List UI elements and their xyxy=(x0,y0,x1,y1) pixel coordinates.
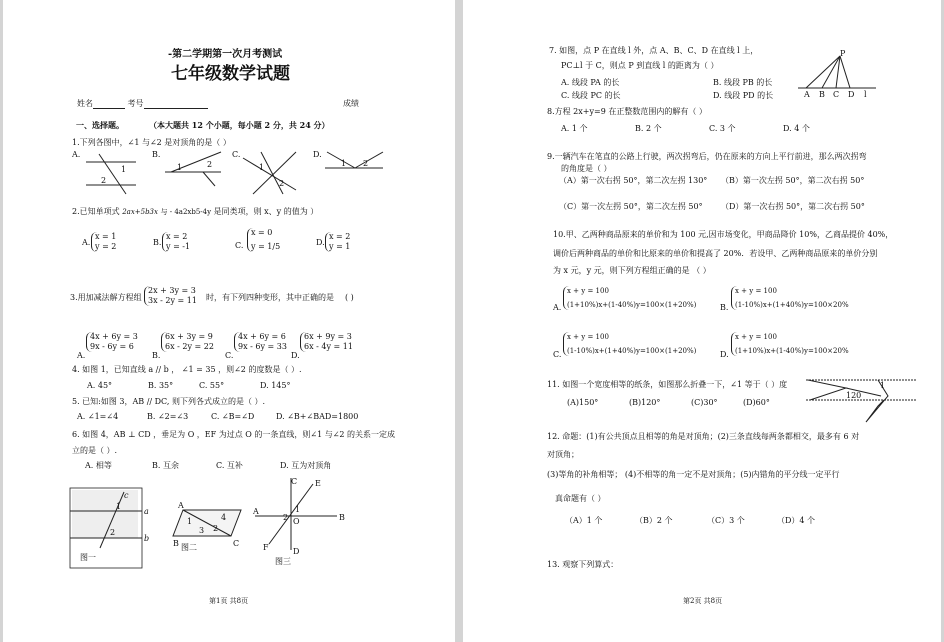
q4-option-c: C. 55° xyxy=(199,381,225,390)
q7-figure xyxy=(798,49,878,99)
question-11: 11. 如图一个宽度相等的纸条，如图那么折叠一下，∠1 等于（ ）度 xyxy=(547,380,788,389)
svg-text:2: 2 xyxy=(363,159,369,168)
svg-text:b: b xyxy=(144,534,150,543)
q10-d-line2: (1+10%)x+(1-40%)y=100×20% xyxy=(735,347,849,355)
q3-option-d xyxy=(300,332,353,352)
q2-monomial-1: 2ax+5b3x xyxy=(122,208,158,216)
q10-option-a xyxy=(563,286,696,310)
svg-text:C: C xyxy=(291,477,298,486)
q10-d-line1: x + y = 100 xyxy=(735,333,777,341)
q2-text-a: 2.已知单项式 xyxy=(72,207,120,216)
q7-line-l: l xyxy=(864,90,867,99)
question-9-b: 的角度是（ ） xyxy=(561,164,612,173)
question-2 xyxy=(72,207,318,217)
q9-option-c: （C）第一次左拐 50°，第二次左拐 50° xyxy=(559,202,703,211)
question-3-a: 3.用加减法解方程组 xyxy=(70,293,142,302)
q11-angle-1: 1 xyxy=(880,381,886,390)
figure-3-caption: 图三 xyxy=(275,557,291,566)
question-9: 9.一辆汽车在笔直的公路上行驶，两次拐弯后，仍在原来的方向上平行前进，那么两次拐弯 xyxy=(547,152,867,161)
svg-text:2: 2 xyxy=(101,176,107,185)
question-10-b: 调价后两种商品的单价和比原来的单价和提高了 20%．若设甲、乙两种商品原来的单价分别 xyxy=(553,249,878,258)
q4-option-a: A. 45° xyxy=(87,381,113,390)
svg-text:a: a xyxy=(144,507,149,516)
q7-point-d: D xyxy=(848,90,855,99)
q1-figure-b xyxy=(163,150,223,190)
q2-label-a: A. xyxy=(82,238,91,247)
svg-text:D: D xyxy=(293,547,300,556)
q9-option-d: （D）第一次右拐 50°，第二次右拐 50° xyxy=(721,202,865,211)
q3-c-line1: 4x + 6y = 6 xyxy=(238,332,286,341)
q11-angle-120: 120 xyxy=(846,391,862,400)
q9-option-b: （B）第一次左拐 50°，第二次右拐 50° xyxy=(721,176,865,185)
svg-text:1: 1 xyxy=(295,505,301,514)
section-heading: 一、选择题。 xyxy=(76,120,124,130)
svg-text:C: C xyxy=(233,539,240,548)
question-12: 12. 命题：(1)有公共顶点且相等的角是对顶角；(2)三条直线每两条都相交，最多有 6 对 xyxy=(547,432,860,441)
exam-no-label: 考号 xyxy=(127,99,144,108)
question-6: 6. 如图 4，AB ⊥ CD ，垂足为 O ，EF 为过点 O 的一条直线，则∠1 与∠2 的关系一定成 xyxy=(72,430,396,439)
q7-option-d: D. 线段 PD 的长 xyxy=(713,91,774,100)
svg-text:E: E xyxy=(315,479,321,488)
q11-option-c: (C)30° xyxy=(691,398,718,407)
question-6-b: 立的是（ ）. xyxy=(72,446,118,455)
page-2-footer: 第2页 共8页 xyxy=(683,597,723,605)
q12-option-b: （B）2 个 xyxy=(635,516,673,525)
q3-system-line2: 3x - 2y = 11 xyxy=(148,296,197,305)
svg-text:1: 1 xyxy=(116,502,122,511)
figure-3 xyxy=(255,478,345,568)
q3-b-line2: 6x - 2y = 22 xyxy=(165,342,214,351)
section-note: （本大题共 12 个小题，每小题 2 分，共 24 分） xyxy=(149,120,330,130)
q4-option-d: D. 145° xyxy=(260,381,291,390)
q3-label-a: A. xyxy=(77,351,86,360)
q3-option-b xyxy=(161,332,214,352)
svg-text:1: 1 xyxy=(177,163,183,172)
figure-1 xyxy=(70,488,152,568)
figure-2 xyxy=(173,500,253,555)
q3-system-line1: 2x + 3y = 3 xyxy=(148,286,196,295)
q2-b-line2: y = -1 xyxy=(166,242,191,251)
q10-option-b xyxy=(731,286,849,310)
question-13: 13. 观察下列算式： xyxy=(547,560,619,569)
q3-label-b: B. xyxy=(152,351,161,360)
q3-d-line2: 6x - 4y = 11 xyxy=(304,342,353,351)
question-4: 4. 如图 1，已知直线 a // b ， ∠1 = 35 ，则∠2 的度数是（ ）. xyxy=(72,365,302,374)
score-label: 成绩 xyxy=(343,99,359,108)
q1-figure-a xyxy=(81,152,141,197)
q2-option-b xyxy=(162,232,190,252)
q5-option-c: C. ∠B=∠D xyxy=(211,412,255,421)
svg-text:1: 1 xyxy=(341,159,347,168)
q10-label-b: B. xyxy=(720,303,729,312)
q11-option-d: (D)60° xyxy=(743,398,770,407)
q6-option-b: B. 互余 xyxy=(152,461,179,470)
question-10: 10.甲、乙两种商品原来的单价和为 100 元,因市场变化，甲商品降价 10%，乙商品提价 40%， xyxy=(553,230,894,239)
q10-b-line2: (1-10%)x+(1+40%)y=100×20% xyxy=(735,301,849,309)
q3-a-line2: 9x - 6y = 6 xyxy=(90,342,134,351)
question-10-c: 为 x 元，y 元，则下列方程组正确的是 （ ） xyxy=(553,266,711,275)
q7-point-c: C xyxy=(833,90,840,99)
question-5: 5. 已知:如图 3，AB // DC, 则下列各式成立的是（ ）. xyxy=(72,397,266,406)
q3-d-line1: 6x + 9y = 3 xyxy=(304,332,352,341)
q1-option-c: C. xyxy=(232,150,241,159)
q10-c-line1: x + y = 100 xyxy=(567,333,609,341)
q1-option-a: A. xyxy=(72,150,81,159)
q9-option-a: （A）第一次右拐 50°，第二次左拐 130° xyxy=(559,176,708,185)
svg-text:O: O xyxy=(293,517,300,526)
q2-a-line2: y = 2 xyxy=(95,242,117,251)
svg-text:1: 1 xyxy=(187,517,193,526)
q6-option-d: D. 互为对顶角 xyxy=(280,461,332,470)
q7-option-b: B. 线段 PB 的长 xyxy=(713,78,773,87)
svg-text:2: 2 xyxy=(110,528,116,537)
q7-option-c: C. 线段 PC 的长 xyxy=(561,91,621,100)
question-12-b: 对顶角； xyxy=(547,450,579,459)
question-12-c: (3)等角的补角相等； (4)不相等的角一定不是对顶角；(5)内错角的平分线一定平行 xyxy=(547,470,840,479)
q7-point-a: A xyxy=(804,90,810,99)
q10-a-line1: x + y = 100 xyxy=(567,287,609,295)
q11-option-a: (A)150° xyxy=(567,398,599,407)
question-8: 8.方程 2x+y=9 在正整数范围内的解有（ ） xyxy=(547,107,707,116)
page-1-footer: 第1页 共8页 xyxy=(209,597,249,605)
svg-text:1: 1 xyxy=(121,165,127,174)
q5-option-b: B. ∠2=∠3 xyxy=(147,412,189,421)
q7-point-p: P xyxy=(840,49,846,58)
question-7: 7. 如图，点 P 在直线 l 外，点 A、B、C、D 在直线 l 上， xyxy=(549,46,759,55)
q2-d-line1: x = 2 xyxy=(329,232,351,241)
svg-text:2: 2 xyxy=(207,160,213,169)
q5-option-d: D. ∠B+∠BAD=1800 xyxy=(276,412,359,421)
q12-option-c: （C）3 个 xyxy=(707,516,745,525)
q3-option-c xyxy=(234,332,287,352)
svg-text:B: B xyxy=(339,513,345,522)
document-page-2 xyxy=(463,0,941,642)
svg-text:c: c xyxy=(124,491,129,500)
q10-b-line1: x + y = 100 xyxy=(735,287,777,295)
q2-c-line2: y = 1/5 xyxy=(251,242,281,251)
svg-text:2: 2 xyxy=(213,524,219,533)
name-field xyxy=(77,99,208,109)
exam-subtitle: -第二学期第一次月考测试 xyxy=(168,49,283,60)
question-7-b: PC⊥l 于 C，则点 P 到直线 l 的距离为（ ） xyxy=(561,61,719,70)
svg-text:A: A xyxy=(178,501,184,510)
svg-text:A: A xyxy=(253,507,259,516)
q8-option-d: D. 4 个 xyxy=(783,124,810,133)
q11-option-b: (B)120° xyxy=(629,398,661,407)
question-1: 1.下列各图中，∠1 与∠2 是对顶角的是（ ） xyxy=(72,138,231,147)
q2-a-line1: x = 1 xyxy=(95,232,117,241)
question-12-d: 真命题有（ ） xyxy=(555,494,606,503)
exam-title: 七年级数学试题 xyxy=(171,64,290,84)
q2-text-b: 是同类项，则 x、y 的值为 ） xyxy=(213,207,319,216)
q3-c-line2: 9x - 6y = 33 xyxy=(238,342,287,351)
q12-option-a: （A）1 个 xyxy=(565,516,603,525)
q2-b-line1: x = 2 xyxy=(166,232,188,241)
svg-text:1: 1 xyxy=(259,163,265,172)
question-3-paren: ( ) xyxy=(345,293,354,302)
q8-option-c: C. 3 个 xyxy=(709,124,736,133)
q1-option-b: B. xyxy=(152,150,161,159)
q2-label-d: D. xyxy=(316,238,325,247)
q2-option-d xyxy=(325,232,350,252)
q10-label-c: C. xyxy=(553,350,562,359)
svg-text:B: B xyxy=(173,539,179,548)
question-3-b: 时，有下列四种变形，其中正确的是 xyxy=(206,293,334,302)
name-label: 姓名 xyxy=(77,99,93,108)
q8-option-a: A. 1 个 xyxy=(561,124,588,133)
svg-text:2: 2 xyxy=(283,513,289,522)
q6-option-a: A. 相等 xyxy=(85,461,112,470)
q3-a-line1: 4x + 6y = 3 xyxy=(90,332,138,341)
q6-option-c: C. 互补 xyxy=(216,461,243,470)
q11-figure xyxy=(806,376,918,426)
figure-2-caption: 图二 xyxy=(181,543,197,552)
q3-system xyxy=(144,286,197,306)
q8-option-b: B. 2 个 xyxy=(635,124,662,133)
q5-option-a: A. ∠1=∠4 xyxy=(77,412,119,421)
q1-figure-c xyxy=(241,150,301,195)
q1-figure-d xyxy=(323,150,385,175)
svg-text:F: F xyxy=(263,543,269,552)
q1-option-d: D. xyxy=(313,150,322,159)
q7-point-b: B xyxy=(819,90,825,99)
q10-label-d: D. xyxy=(720,350,729,359)
q3-label-d: D. xyxy=(291,351,300,360)
q2-c-line1: x = 0 xyxy=(251,228,273,237)
q2-label-c: C. xyxy=(235,241,244,250)
svg-text:4: 4 xyxy=(221,513,227,522)
q10-c-line2: (1-10%)x+(1+40%)y=100×(1+20%) xyxy=(567,347,697,355)
q7-option-a: A. 线段 PA 的长 xyxy=(561,78,620,87)
q3-label-c: C. xyxy=(225,351,234,360)
q2-d-line2: y = 1 xyxy=(329,242,351,251)
q2-option-a xyxy=(91,232,116,252)
q2-option-c xyxy=(247,228,280,252)
document-page-1 xyxy=(3,0,455,642)
q12-option-d: （D）4 个 xyxy=(777,516,816,525)
svg-text:2: 2 xyxy=(279,179,285,188)
q2-monomial-2: 与 - 4a2xb5-4y xyxy=(160,208,212,216)
q10-option-d xyxy=(731,332,849,356)
q3-b-line1: 6x + 3y = 9 xyxy=(165,332,213,341)
figure-1-caption: 图一 xyxy=(80,553,96,562)
svg-text:3: 3 xyxy=(199,526,205,535)
q3-option-a xyxy=(86,332,138,352)
q10-option-c xyxy=(563,332,696,356)
q10-a-line2: (1+10%)x+(1-40%)y=100×(1+20%) xyxy=(567,301,697,309)
q10-label-a: A. xyxy=(553,303,562,312)
q2-label-b: B. xyxy=(153,238,162,247)
q4-option-b: B. 35° xyxy=(148,381,174,390)
